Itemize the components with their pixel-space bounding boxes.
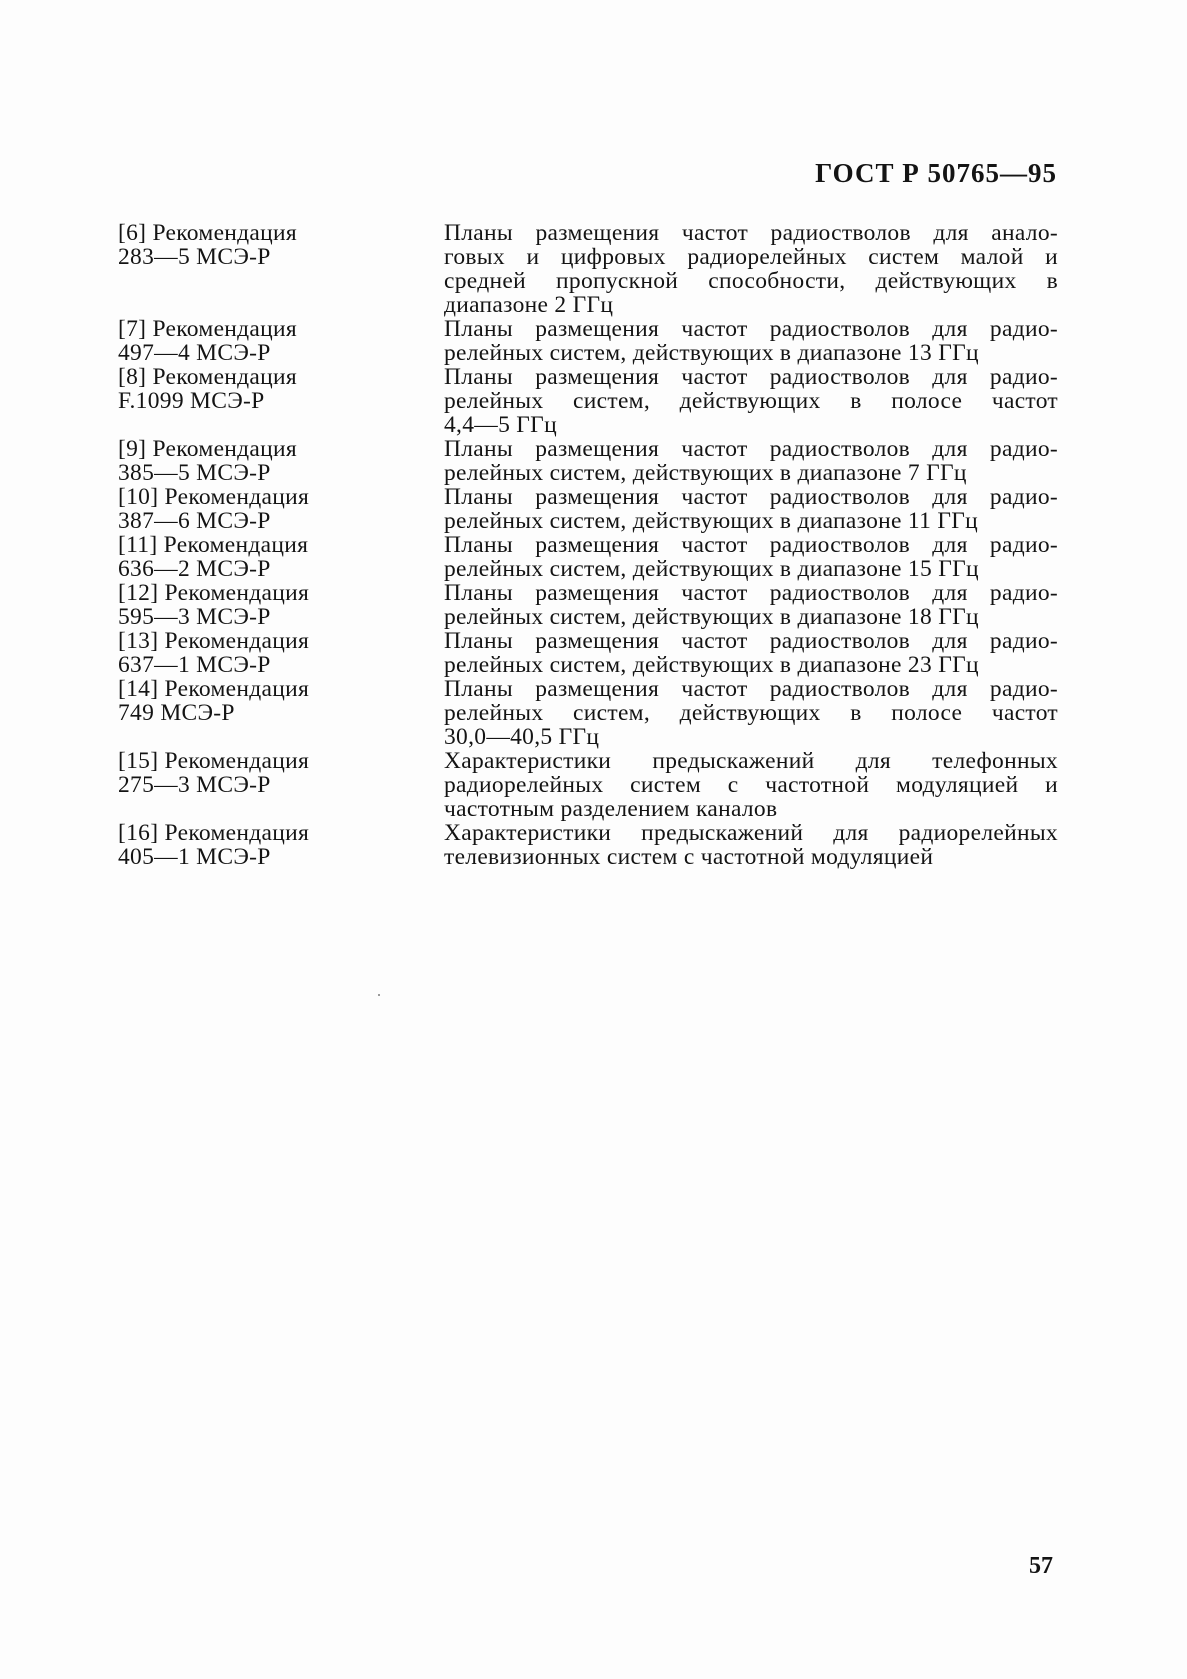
references-list: [118, 221, 1058, 869]
reference-entry: [118, 533, 1058, 581]
reference-title-line: 30,0—40,5 ГГц: [444, 724, 600, 750]
reference-title-line: Планы размещения частот радиостволов для анало-: [444, 220, 1058, 246]
reference-code-line: [7] Рекомендация: [118, 316, 298, 342]
reference-code: [118, 317, 444, 365]
reference-code-line: 405—1 МСЭ-Р: [118, 844, 271, 870]
reference-code-line: F.1099 МСЭ-Р: [118, 388, 265, 414]
reference-title-line: Планы размещения частот радиостволов для радио-: [444, 580, 1058, 606]
reference-code-line: [14] Рекомендация: [118, 676, 310, 702]
reference-title-line: релейных систем, действующих в диапазоне 13 ГГц: [444, 340, 979, 366]
reference-code: [118, 437, 444, 485]
reference-title-line: релейных систем, действующих в полосе частот: [444, 388, 1058, 414]
reference-code-line: 636—2 МСЭ-Р: [118, 556, 271, 582]
reference-entry: [118, 485, 1058, 533]
reference-title-line: Планы размещения частот радиостволов для радио-: [444, 484, 1058, 510]
reference-code-line: 497—4 МСЭ-Р: [118, 340, 271, 366]
reference-code: [118, 821, 444, 869]
reference-title: [444, 629, 1058, 677]
reference-code: [118, 629, 444, 677]
reference-code-line: [9] Рекомендация: [118, 436, 298, 462]
reference-code-line: [12] Рекомендация: [118, 580, 310, 606]
reference-title: [444, 317, 1058, 365]
reference-entry: [118, 821, 1058, 869]
reference-code-line: [10] Рекомендация: [118, 484, 310, 510]
reference-title: [444, 677, 1058, 749]
page-number: 57: [1029, 1553, 1053, 1579]
reference-code-line: [6] Рекомендация: [118, 220, 298, 246]
reference-entry: [118, 365, 1058, 437]
reference-code-line: 637—1 МСЭ-Р: [118, 652, 271, 678]
reference-title-line: релейных систем, действующих в диапазоне 18 ГГц: [444, 604, 979, 630]
reference-title: [444, 581, 1058, 629]
reference-title-line: Планы размещения частот радиостволов для радио-: [444, 316, 1058, 342]
reference-entry: [118, 581, 1058, 629]
reference-title-line: Планы размещения частот радиостволов для радио-: [444, 532, 1058, 558]
reference-title-line: радиорелейных систем с частотной модуляцией и: [444, 772, 1058, 798]
reference-code: [118, 533, 444, 581]
reference-title-line: телевизионных систем с частотной модуляцией: [444, 844, 934, 870]
reference-title-line: частотным разделением каналов: [444, 796, 778, 822]
reference-title-line: 4,4—5 ГГц: [444, 412, 557, 438]
reference-title: [444, 533, 1058, 581]
reference-title-line: Планы размещения частот радиостволов для радио-: [444, 676, 1058, 702]
reference-code-line: 385—5 МСЭ-Р: [118, 460, 271, 486]
reference-title-line: релейных систем, действующих в полосе частот: [444, 700, 1058, 726]
reference-code-line: 283—5 МСЭ-Р: [118, 244, 271, 270]
reference-title-line: Планы размещения частот радиостволов для радио-: [444, 628, 1058, 654]
reference-title: [444, 749, 1058, 821]
standard-header: ГОСТ Р 50765—95: [815, 158, 1057, 188]
reference-entry: [118, 221, 1058, 317]
reference-title-line: говых и цифровых радиорелейных систем малой и: [444, 244, 1058, 270]
reference-title: [444, 485, 1058, 533]
reference-title-line: Планы размещения частот радиостволов для радио-: [444, 364, 1058, 390]
reference-entry: [118, 317, 1058, 365]
reference-entry: [118, 437, 1058, 485]
reference-code: [118, 365, 444, 413]
reference-title-line: релейных систем, действующих в диапазоне 23 ГГц: [444, 652, 979, 678]
reference-title-line: Планы размещения частот радиостволов для радио-: [444, 436, 1058, 462]
reference-title: [444, 221, 1058, 317]
reference-code: [118, 749, 444, 797]
reference-title-line: релейных систем, действующих в диапазоне 15 ГГц: [444, 556, 979, 582]
reference-entry: [118, 749, 1058, 821]
reference-title: [444, 437, 1058, 485]
reference-code-line: [13] Рекомендация: [118, 628, 310, 654]
reference-code: [118, 677, 444, 725]
reference-code-line: [11] Рекомендация: [118, 532, 309, 558]
reference-code-line: 749 МСЭ-Р: [118, 700, 235, 726]
reference-title: [444, 365, 1058, 437]
reference-title-line: диапазоне 2 ГГц: [444, 292, 614, 318]
reference-title-line: Характеристики предыскажений для радиорелейных: [444, 820, 1058, 846]
reference-code-line: [8] Рекомендация: [118, 364, 298, 390]
reference-title: [444, 821, 1058, 869]
scan-speck: [378, 994, 380, 996]
reference-title-line: средней пропускной способности, действующих в: [444, 268, 1058, 294]
reference-code-line: [16] Рекомендация: [118, 820, 310, 846]
reference-entry: [118, 677, 1058, 749]
reference-title-line: релейных систем, действующих в диапазоне 7 ГГц: [444, 460, 967, 486]
reference-entry: [118, 629, 1058, 677]
reference-code-line: [15] Рекомендация: [118, 748, 310, 774]
reference-code-line: 595—3 МСЭ-Р: [118, 604, 271, 630]
reference-code: [118, 485, 444, 533]
reference-code: [118, 581, 444, 629]
reference-code-line: 387—6 МСЭ-Р: [118, 508, 271, 534]
reference-title-line: Характеристики предыскажений для телефонных: [444, 748, 1058, 774]
reference-code: [118, 221, 444, 269]
reference-code-line: 275—3 МСЭ-Р: [118, 772, 271, 798]
reference-title-line: релейных систем, действующих в диапазоне 11 ГГц: [444, 508, 978, 534]
